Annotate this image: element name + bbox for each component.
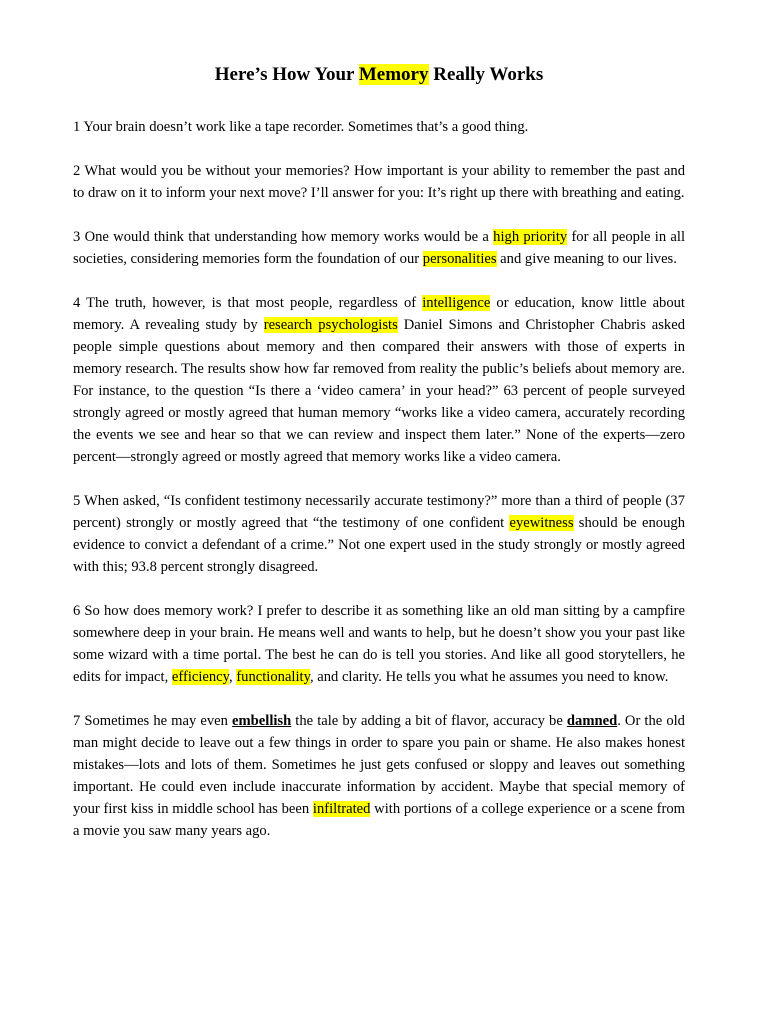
highlighted-term: infiltrated — [312, 801, 371, 817]
paragraph-text: 5 When asked, “Is confident testimony necessarily accurate testimony?” more than a third of people (37 percent) strongly or mostly agreed that “the testimony of one confident — [73, 493, 685, 531]
paragraph-2 — [73, 160, 685, 204]
paragraph-text: should be enough evidence to convict a defendant of a crime.” Not one expert used in the study strongly or mostly agreed with this; 93.8 percent strongly disagreed. — [73, 515, 685, 575]
paragraph-text: or education, know little about memory. A revealing study by — [73, 295, 685, 333]
paragraph-text: the tale by adding a bit of flavor, accuracy be — [291, 713, 567, 729]
highlighted-term: research psychologists — [263, 317, 398, 333]
paragraph-text: 3 One would think that understanding how memory works would be a — [73, 229, 494, 245]
paragraph-text: 2 What would you be without your memories? How important is your ability to remember the past and to draw on it to inform your next move? I’ll answer for you: It’s right up there with breathing and eating. — [73, 163, 685, 201]
title-highlight: Memory — [358, 64, 429, 85]
highlighted-term: functionality — [236, 669, 310, 685]
paragraph-1 — [73, 116, 685, 138]
page-title — [73, 62, 685, 88]
paragraph-7 — [73, 710, 685, 842]
paragraph-4 — [73, 292, 685, 468]
highlighted-term: personalities — [422, 251, 497, 267]
article — [73, 62, 685, 864]
paragraph-text: 1 Your brain doesn’t work like a tape recorder. Sometimes that’s a good thing. — [73, 119, 529, 135]
title-text-end: Really Works — [428, 64, 544, 85]
paragraph-text: and give meaning to our lives. — [496, 251, 677, 267]
article-body — [73, 116, 685, 842]
highlighted-term: high priority — [493, 229, 568, 245]
paragraph-text: , and clarity. He tells you what he assumes you need to know. — [309, 669, 669, 685]
paragraph-text: 7 Sometimes he may even — [73, 713, 233, 729]
paragraph-3 — [73, 226, 685, 270]
paragraph-text: . Or the old man might decide to leave out a few things in order to spare you pain or shame. He also makes honest mistakes—lots and lots of them. Sometimes he just gets confused or sloppy and leaves out something important. He could even include inaccurate information by accident. Maybe that special memory of your first kiss in middle school has been — [73, 713, 685, 817]
paragraph-text: , — [229, 669, 237, 685]
highlighted-term: eyewitness — [509, 515, 574, 531]
paragraph-text: with portions of a college experience or a scene from a movie you saw many years ago. — [73, 801, 685, 839]
emphasized-term: embellish — [232, 713, 292, 729]
paragraph-5 — [73, 490, 685, 578]
highlighted-term: intelligence — [422, 295, 491, 311]
paragraph-6 — [73, 600, 685, 688]
title-text-start: Here’s How Your — [214, 64, 359, 85]
emphasized-term: damned — [566, 713, 618, 729]
paragraph-text: 4 The truth, however, is that most people, regardless of — [73, 295, 423, 311]
paragraph-text: Daniel Simons and Christopher Chabris asked people simple questions about memory and then compared their answers with those of experts in memory research. The results show how far removed from reality the public’s beliefs about memory are. For instance, to the question “Is there a ‘video camera’ in your head?” 63 percent of people surveyed strongly agreed or mostly agreed that human memory “works like a video camera, accurately recording the events we see and hear so that we can review and inspect them later.” None of the experts—zero percent—strongly agreed or mostly agreed that memory works like a video camera. — [73, 317, 686, 465]
paragraph-text: 6 So how does memory work? I prefer to describe it as something like an old man sitting by a campfire somewhere deep in your brain. He means well and wants to help, but he doesn’t show you your past like some wizard with a time portal. The best he can do is tell you stories. And like all good storytellers, he edits for impact, — [73, 603, 685, 685]
paragraph-text: for all people in all societies, considering memories form the foundation of our — [73, 229, 685, 267]
highlighted-term: efficiency — [171, 669, 230, 685]
